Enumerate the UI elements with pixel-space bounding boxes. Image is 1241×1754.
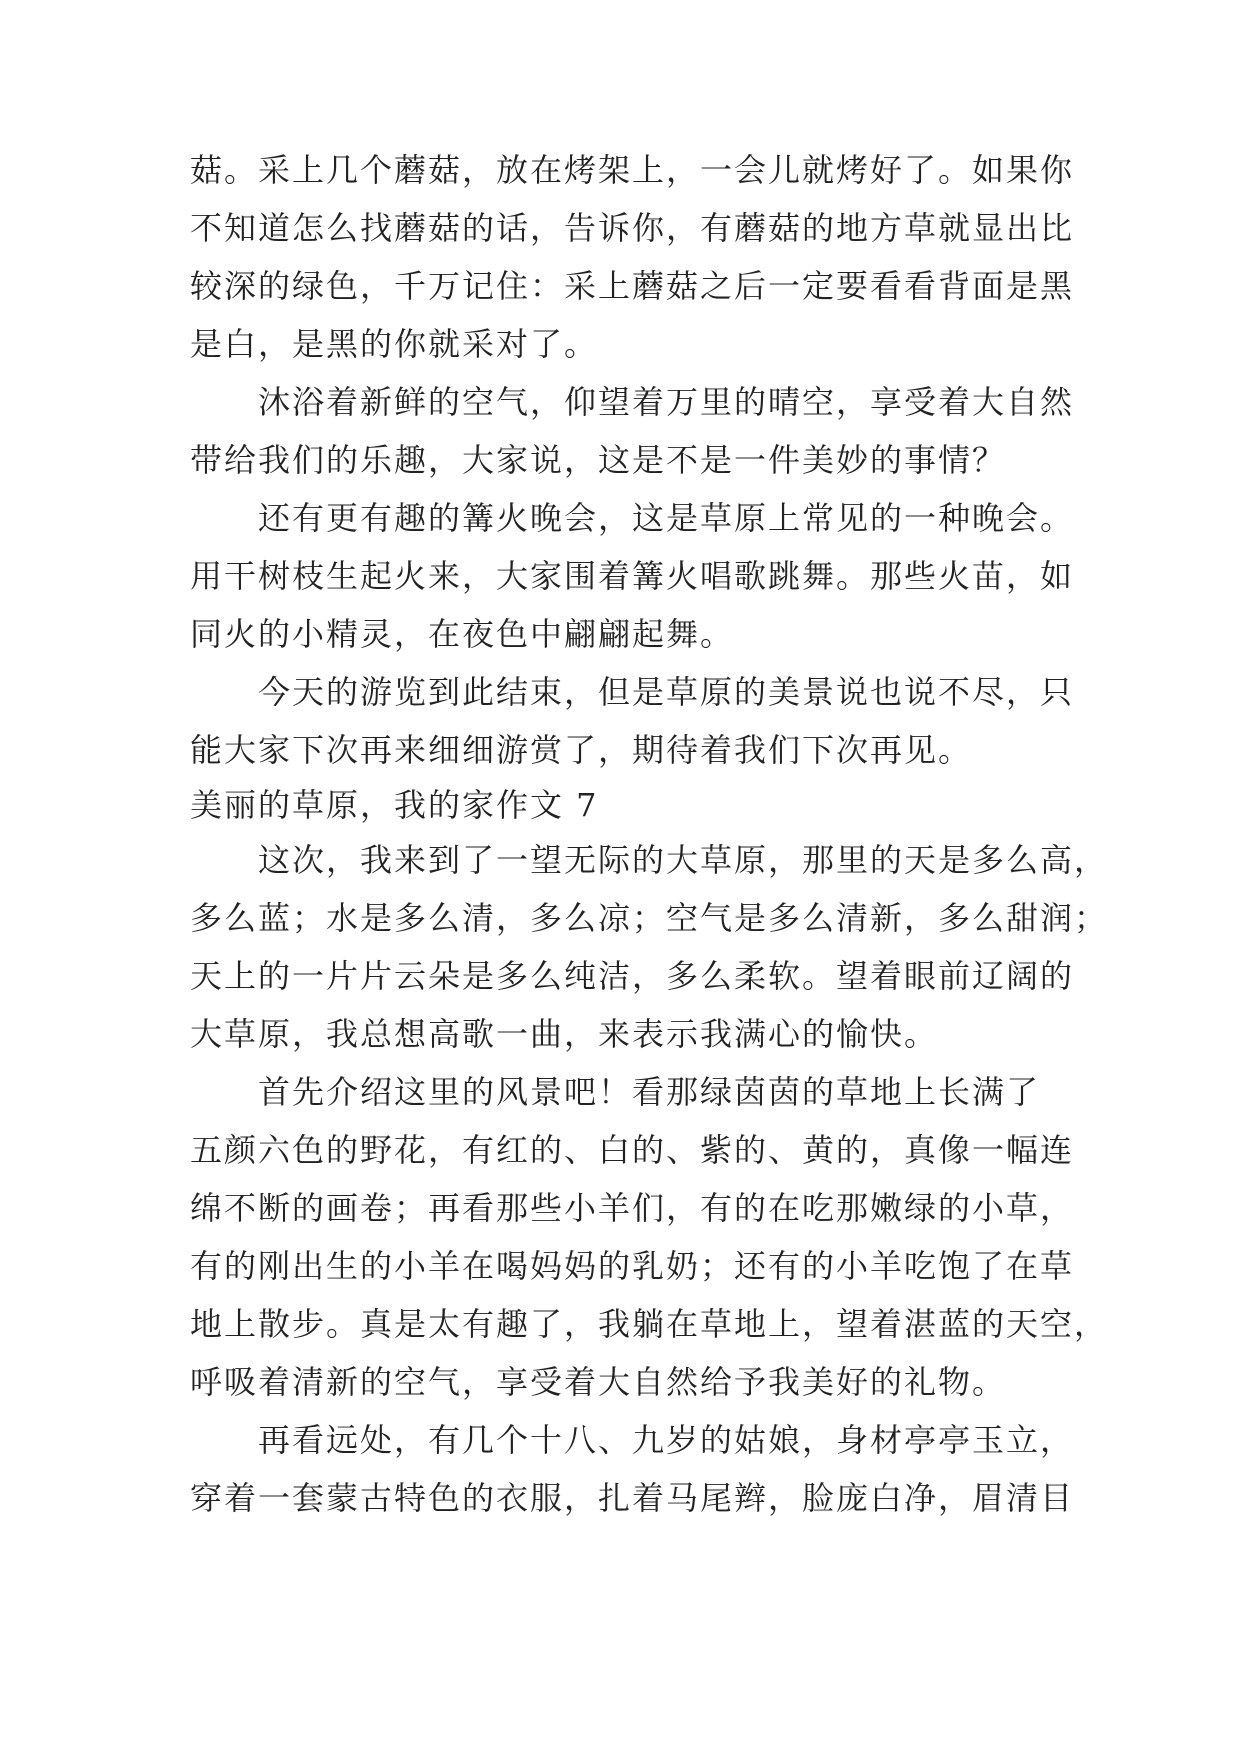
text-line: 五颜六色的野花，有红的、白的、紫的、黄的，真像一幅连 — [190, 1131, 1075, 1169]
text-line: 再看远处，有几个十八、九岁的姑娘，身材亭亭玉立， — [258, 1421, 1075, 1459]
text-line: 菇。采上几个蘑菇，放在烤架上，一会儿就烤好了。如果你 — [190, 151, 1075, 189]
text-line: 有的刚出生的小羊在喝妈妈的乳奶；还有的小羊吃饱了在草 — [190, 1247, 1075, 1285]
text-line: 穿着一套蒙古特色的衣服，扎着马尾辫，脸庞白净，眉清目 — [190, 1479, 1075, 1517]
text-line: 绵不断的画卷；再看那些小羊们，有的在吃那嫩绿的小草， — [190, 1189, 1075, 1227]
text-line: 首先介绍这里的风景吧！看那绿茵茵的草地上长满了 — [258, 1073, 1041, 1111]
text-line: 用干树枝生起火来，大家围着篝火唱歌跳舞。那些火苗，如 — [190, 557, 1075, 595]
text-line: 不知道怎么找蘑菇的话，告诉你，有蘑菇的地方草就显出比 — [190, 209, 1075, 247]
text-line: 今天的游览到此结束，但是草原的美景说也说不尽，只 — [258, 673, 1075, 711]
text-line: 较深的绿色，千万记住：采上蘑菇之后一定要看看背面是黑 — [190, 267, 1075, 305]
text-line: 能大家下次再来细细游赏了，期待着我们下次再见。 — [190, 731, 973, 769]
text-line: 天上的一片片云朵是多么纯洁，多么柔软。望着眼前辽阔的 — [190, 957, 1075, 995]
text-line: 同火的小精灵，在夜色中翩翩起舞。 — [190, 615, 735, 653]
text-line: 带给我们的乐趣，大家说，这是不是一件美妙的事情？ — [190, 441, 1007, 479]
text-line: 多么蓝；水是多么清，多么凉；空气是多么清新，多么甜润； — [190, 899, 1109, 937]
text-line: 地上散步。真是太有趣了，我躺在草地上，望着湛蓝的天空， — [190, 1305, 1109, 1343]
text-line: 还有更有趣的篝火晚会，这是草原上常见的一种晚会。 — [258, 499, 1075, 537]
text-line: 这次，我来到了一望无际的大草原，那里的天是多么高， — [258, 841, 1109, 879]
text-line: 呼吸着清新的空气，享受着大自然给予我美好的礼物。 — [190, 1363, 1007, 1401]
text-line: 沐浴着新鲜的空气，仰望着万里的晴空，享受着大自然 — [258, 383, 1075, 421]
text-line: 是白，是黑的你就采对了。 — [190, 325, 599, 363]
section-heading: 美丽的草原，我的家作文 7 — [190, 786, 599, 824]
text-line: 大草原，我总想高歌一曲，来表示我满心的愉快。 — [190, 1015, 939, 1053]
